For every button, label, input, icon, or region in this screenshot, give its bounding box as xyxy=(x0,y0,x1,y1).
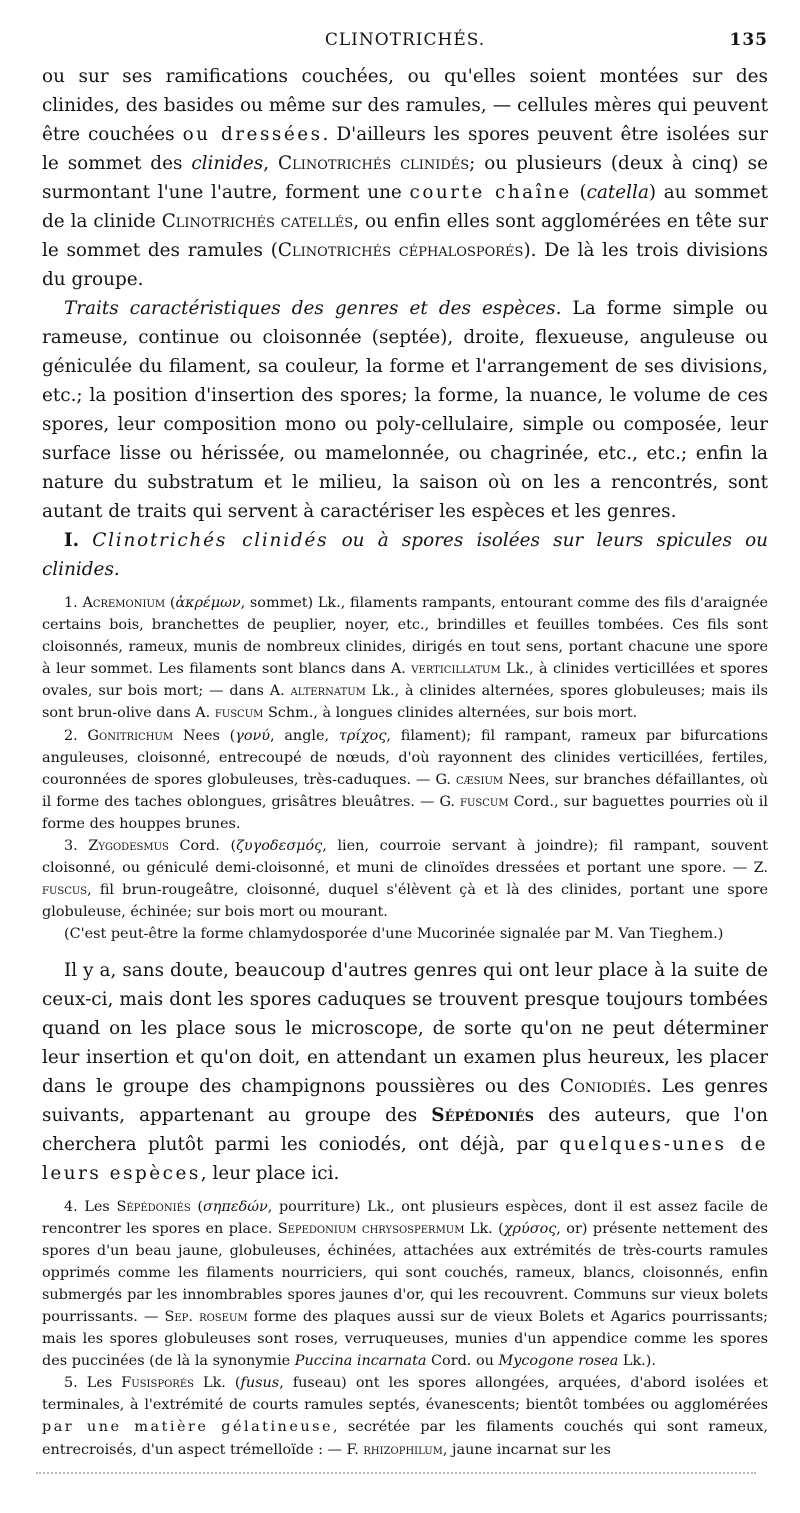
page-number: 135 xyxy=(729,30,768,50)
footer-rule xyxy=(36,1472,756,1474)
entry-zygodesmus-note: (C'est peut-être la forme chlamydosporée d'une Mucorinée signalée par M. Van Tieghem.) xyxy=(64,926,724,943)
running-title: CLINOTRICHÉS. xyxy=(324,30,486,50)
section-heading: I. Clinotrichés clinidés ou à spores isolées sur leurs spicules ou clinides. xyxy=(42,530,768,580)
running-head xyxy=(42,30,768,56)
book-page xyxy=(42,30,768,1461)
entry-zygodesmus: 3. Zygodesmus Cord. (ζυγοδεσμός, lien, courroie servant à joindre); fil rampant, souvent cloisonné, ou géniculé demi-cloisonné, et muni de clinoïdes dressées et portant une spore. — Z. fuscus, fil brun-rougeâtre, cloisonné, duquel s'élèvent çà et là des clinides, portant une spore globuleuse, échinée; sur bois mort ou mourant. xyxy=(42,838,768,921)
entry-gonitrichum: 2. Gonitrichum Nees (γονύ, angle, τρίχος, filament); fil rampant, rameux par bifurcations anguleuses, cloisonné, entrecoupé de nœuds, d'où rayonnent des clinides verticillées, fertiles, couronnées de spores globuleuses, très-caduques. — G. cæsium Nees, sur branches défaillantes, où il forme des taches oblongues, grisâtres bleuâtres. — G. fuscum Cord., sur baguettes pourries où il forme des houppes brunes. xyxy=(42,727,769,832)
traits-title: Traits caractéristiques des genres et des espèces. xyxy=(64,298,562,319)
traits-paragraph: Traits caractéristiques des genres et des espèces. La forme simple ou rameuse, continue ou cloisonnée (septée), droite, flexueuse, anguleuse ou géniculée du filament, sa couleur, la forme et l'arrangement de ses divisions, etc.; la position d'insertion des spores; la forme, la nuance, le volume de ces spores, leur composition mono ou poly-cellulaire, simple ou composée, leur surface lisse ou hérissée, ou mamelonnée, ou chagrinée, etc., etc.; enfin la nature du substratum et le milieu, la saison où on les a rencontrés, sont autant de traits qui servent à caractériser les espèces et les genres. xyxy=(42,298,768,522)
intro-paragraph: ou sur ses ramifications couchées, ou qu'elles soient montées sur des clinides, des basides ou même sur des ramules, — cellules mères qui peuvent être couchées ou dressées. D'ailleurs les spores peuvent être isolées sur le sommet des clinides, Clinotrichés clinidés; ou plusieurs (deux à cinq) se surmontant l'une l'autre, forment une courte chaîne (catella) au sommet de la clinide Clinotrichés catellés, ou enfin elles sont agglomérées en tête sur le sommet des ramules (Clinotrichés céphalosporés). De là les trois divisions du groupe. xyxy=(42,66,768,290)
entry-fusispores: 5. Les Fusisporés Lk. (fusus, fuseau) ont les spores allongées, arquées, d'abord isolées et terminales, à l'extrémité de courts ramules septés, évanescents; bientôt tombées ou agglomérées par une matière gélatineuse, secrétée par les filaments couchés qui sont rameux, entrecroisés, d'un aspect trémelloïde : — F. rhizophilum, jaune incarnat sur les xyxy=(42,1375,768,1458)
entry-sepedonies: 4. Les Sépédoniés (σηπεδών, pourriture) Lk., ont plusieurs espèces, dont il est assez facile de rencontrer les spores en place. Sepedonium chrysospermum Lk. (χρύσος, or) présente nettement des spores d'un beau jaune, globuleuses, échinées, attachées aux extrémités de très-courts ramules opprimés comme les filaments nourriciers, qui sont couchés, rameux, blancs, cloisonnés, enfin submergés par les innombrables spores jaunes d'or, qui les recouvrent. Communs sur vieux bolets pourrissants. — Sep. roseum forme des plaques aussi sur de vieux Bolets et Agarics pourrissants; mais les spores globuleuses sont roses, verruqueuses, munies d'un appendice comme les spores des puccinées (de là la synonymie Puccina incarnata Cord. ou Mycogone rosea Lk.). xyxy=(42,1198,768,1370)
entry-acremonium: 1. Acremonium (ἀκρέμων, sommet) Lk., filaments rampants, entourant comme des fils d'araignée certains bois, branchettes de peuplier, noyer, etc., brindilles et feuilles tombées. Ces fils sont cloisonnés, rameux, munis de nombreux clinides, dirigés en tout sens, portant chacune une spore à leur sommet. Les filaments sont blancs dans A. verticillatum Lk., à clinides verticillées et spores ovales, sur bois mort; — dans A. alternatum Lk., à clinides alternées, spores globuleuses; mais ils sont brun-olive dans A. fuscum Schm., à longues clinides alternées, sur bois mort. xyxy=(42,595,768,722)
coniodies-paragraph: Il y a, sans doute, beaucoup d'autres genres qui ont leur place à la suite de ceux-ci, mais dont les spores caduques se trouvent presque toujours tombées quand on les place sous le microscope, de sorte qu'on ne peut déterminer leur insertion et qu'on doit, en attendant un examen plus heureux, les placer dans le groupe des champignons poussières ou des Coniodiés. Les genres suivants, appartenant au groupe des Sépédoniés des auteurs, que l'on cherchera plutôt parmi les coniodés, ont déjà, par quelques-unes de leurs espèces, leur place ici. xyxy=(42,959,768,1184)
